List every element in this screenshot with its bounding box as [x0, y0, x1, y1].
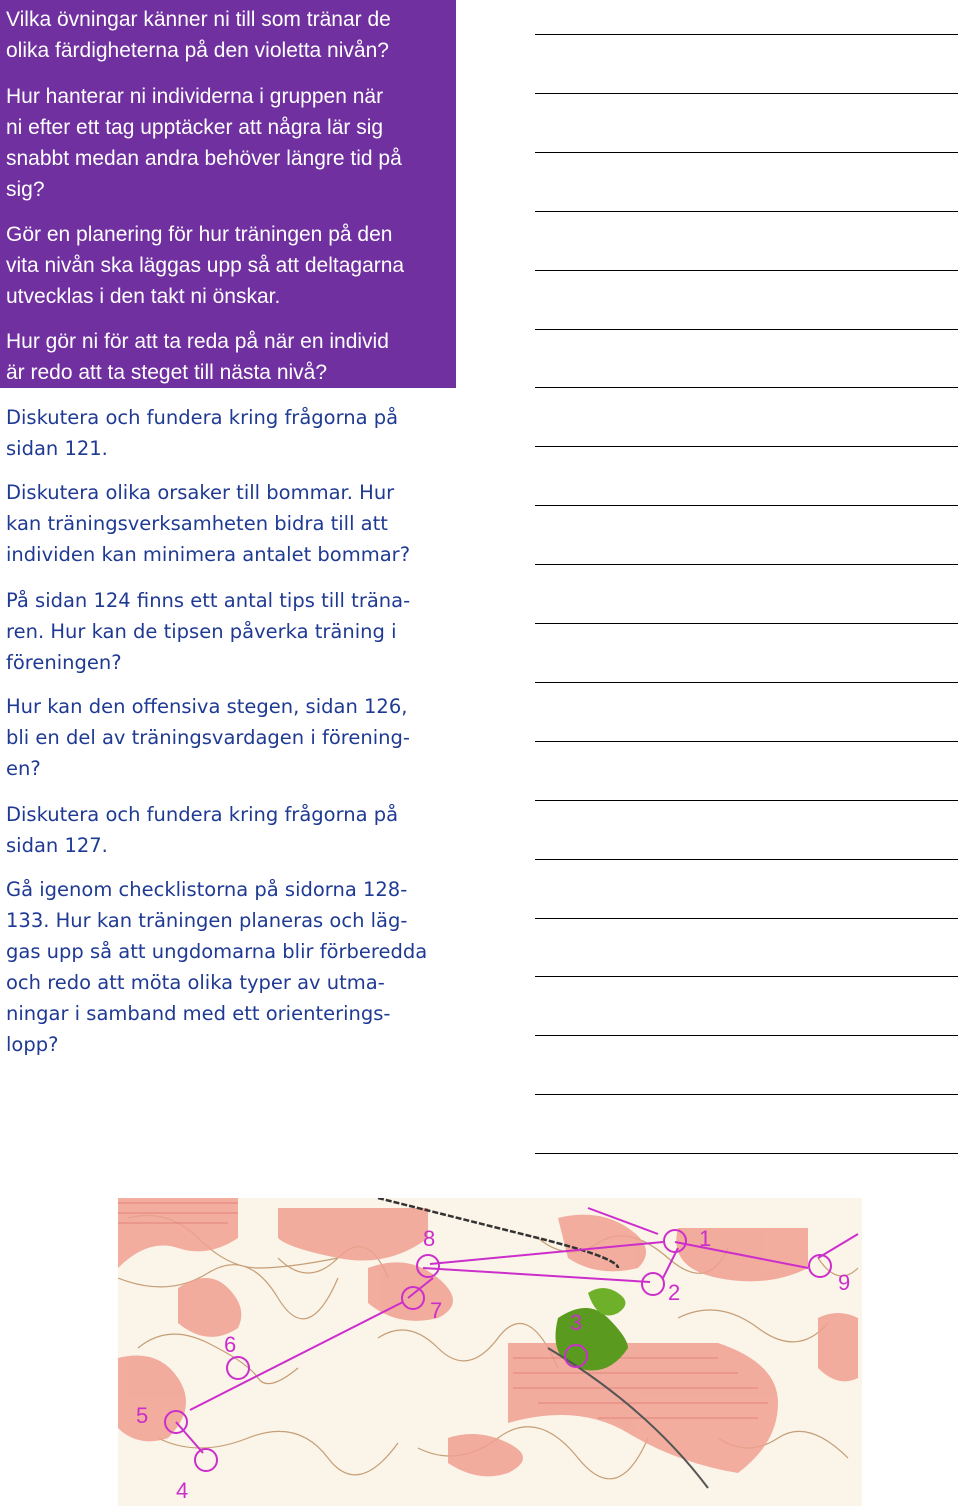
svg-text:8	[423, 1226, 435, 1251]
control-number-5: 5	[136, 1403, 149, 1428]
answer-line	[535, 682, 958, 683]
answer-line	[535, 918, 958, 919]
answer-lines	[535, 0, 960, 1180]
control-number-7: 7	[430, 1298, 443, 1323]
control-number-8: 8	[423, 1226, 436, 1251]
answer-line	[535, 859, 958, 860]
svg-text:1	[699, 1226, 711, 1251]
svg-text:3	[570, 1310, 582, 1335]
answer-line	[535, 152, 958, 153]
answer-line	[535, 93, 958, 94]
orienteering-map-graphic	[118, 1198, 862, 1506]
answer-line	[535, 564, 958, 565]
control-number-6: 6	[224, 1332, 237, 1357]
question-individual-pace: Hur hanterar ni individerna i gruppen när ni efter ett tag upptäcker att några lär sig snabbt medan andra behöver längre tid på sig?	[6, 85, 402, 201]
answer-line	[535, 34, 958, 35]
control-number-1: 1	[699, 1226, 712, 1251]
svg-text:7	[430, 1298, 442, 1323]
answer-line	[535, 270, 958, 271]
answer-line	[535, 976, 958, 977]
answer-line	[535, 1153, 958, 1154]
question-next-level-readiness: Hur gör ni för att ta reda på när en individ är redo att ta steget till nästa nivå?	[6, 330, 389, 384]
answer-line	[535, 211, 958, 212]
orienteering-map	[118, 1198, 862, 1506]
svg-text:5	[136, 1403, 148, 1428]
svg-text:9	[838, 1270, 850, 1295]
answer-line	[535, 505, 958, 506]
question-offensive-ladder: Hur kan den offensiva stegen, sidan 126, bli en del av träningsvardagen i förening- en?	[6, 695, 410, 780]
answer-line	[535, 387, 958, 388]
control-number-4: 4	[176, 1478, 189, 1503]
control-number-3: 3	[570, 1310, 583, 1335]
question-white-level-plan: Gör en planering för hur träningen på den vita nivån ska läggas upp så att deltagarna utvecklas i den takt ni önskar.	[6, 223, 405, 308]
answer-line	[535, 623, 958, 624]
question-checklists: Gå igenom checklistorna på sidorna 128- 133. Hur kan träningen planeras och läg- gas upp så att ungdomarna blir förberedda och redo att möta olika typer av utma- ningar i samband med ett orienterings- lopp?	[6, 878, 428, 1056]
svg-text:4	[176, 1478, 188, 1503]
control-number-2: 2	[668, 1280, 681, 1305]
answer-line	[535, 329, 958, 330]
answer-line	[535, 446, 958, 447]
question-mistakes: Diskutera olika orsaker till bommar. Hur kan träningsverksamheten bidra till att individen kan minimera antalet bommar?	[6, 481, 411, 566]
svg-text:2	[668, 1280, 680, 1305]
question-violet-exercises: Vilka övningar känner ni till som tränar de olika färdigheterna på den violetta nivån?	[6, 8, 391, 62]
question-page-121: Diskutera och fundera kring frågorna på sidan 121.	[6, 406, 399, 460]
answer-line	[535, 1035, 958, 1036]
question-page-124-tips: På sidan 124 finns ett antal tips till träna- ren. Hur kan de tipsen påverka träning i föreningen?	[6, 589, 411, 674]
svg-text:6	[224, 1332, 236, 1357]
control-number-9: 9	[838, 1270, 851, 1295]
question-page-127: Diskutera och fundera kring frågorna på sidan 127.	[6, 803, 399, 857]
answer-line	[535, 741, 958, 742]
answer-line	[535, 800, 958, 801]
answer-line	[535, 1094, 958, 1095]
